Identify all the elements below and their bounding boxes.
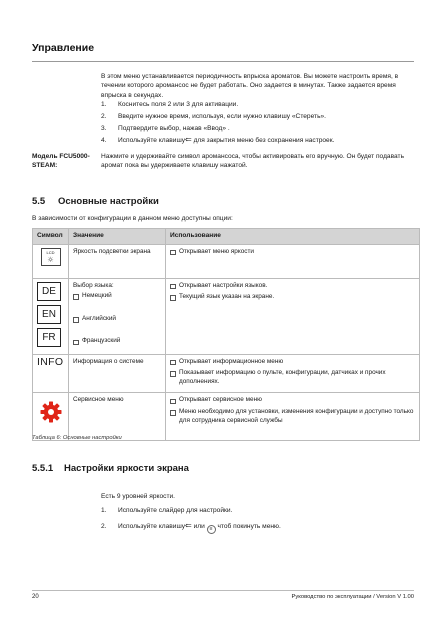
step-text: Подтвердите выбор, нажав «Ввод» .	[118, 124, 230, 132]
step-number: 2.	[101, 112, 107, 120]
intro-paragraph: В этом меню устанавливается периодичность впрыска ароматов. Вы можете настроить время, в течении которого аромансос не будет работать. Оно задается в минутах. Также задается время впрыска в секундах.	[101, 73, 399, 99]
usage-item: Открывает меню яркости	[170, 248, 415, 257]
model-label: Модель FCU5000-STEAM:	[32, 153, 90, 170]
step-number: 4.	[101, 136, 107, 144]
usage-cell	[166, 244, 420, 278]
page-header-title: Управление	[32, 42, 95, 54]
column-header: Использование	[166, 229, 420, 245]
section-heading	[32, 196, 159, 207]
list-item	[101, 522, 281, 534]
table-row	[33, 244, 420, 278]
steps-list	[101, 100, 416, 148]
value-title: Выбор языка:	[73, 281, 114, 289]
usage-item: Показывает информацию о пульте, конфигурации, датчиках и прочих дополнениях.	[170, 369, 415, 386]
step-text: Используйте слайдер для настройки.	[118, 507, 233, 514]
symbol-cell	[33, 393, 69, 441]
table-row	[33, 278, 420, 354]
language-item: Немецкий	[73, 292, 161, 301]
brightness-levels-text: Есть 9 уровней яркости.	[101, 493, 175, 500]
section-subtitle: В зависимости от конфигурации в данном меню доступны опции:	[32, 215, 233, 222]
value-cell	[69, 278, 166, 354]
table-row	[33, 354, 420, 393]
usage-item: Текущий язык указан на экране.	[170, 293, 415, 302]
language-item: Французский	[73, 337, 161, 346]
settings-table	[32, 228, 420, 441]
step-text-after: для закрытия меню без сохранения настроек.	[191, 136, 335, 144]
step-number: 2.	[101, 523, 107, 531]
table-row	[33, 393, 420, 441]
subsection-title: Настройки яркости экрана	[64, 463, 189, 474]
step-text: Введите нужное время, используя, если нужно клавишу «Стереть».	[118, 112, 327, 120]
page-number: 20	[32, 594, 39, 600]
section-title: Основные настройки	[58, 196, 159, 207]
list-item	[101, 136, 416, 145]
list-item	[101, 506, 281, 515]
lcd-label: LCD	[46, 249, 55, 255]
value-cell: Яркость подсветки экрана	[69, 244, 166, 278]
value-cell: Информация о системе	[69, 354, 166, 393]
symbol-cell	[33, 278, 69, 354]
usage-item: Открывает сервисное меню	[170, 396, 415, 405]
column-header: Значение	[69, 229, 166, 245]
footer-divider	[32, 590, 414, 591]
step-text-middle: или	[191, 523, 207, 531]
section-number: 5.5	[32, 196, 46, 207]
usage-cell	[166, 393, 420, 441]
table-caption: Таблица 6: Основные настройки	[32, 435, 122, 441]
info-button[interactable]: INFO	[37, 355, 64, 368]
step-number: 3.	[101, 124, 107, 132]
table-header-row	[33, 229, 420, 245]
step-text: Коснитесь поля 2 или 3 для активации.	[118, 101, 239, 108]
sun-icon: ☼	[47, 255, 54, 264]
usage-cell	[166, 354, 420, 393]
lcd-brightness-icon[interactable]	[41, 248, 61, 266]
menu-icon: ≡	[207, 525, 216, 534]
model-description: Нажмите и удерживайте символ аромансоса, чтобы активировать его вручную. Он будет подавать аромат пока вы удерживаете клавишу нажатой.	[101, 153, 405, 170]
subsection-number: 5.5.1	[32, 463, 54, 474]
language-fr-button[interactable]: FR	[37, 328, 61, 347]
list-item	[101, 112, 416, 121]
usage-item: Открывает настройки языков.	[170, 282, 415, 291]
step-number: 1.	[101, 101, 107, 108]
step-text: Используйте клавишу	[118, 523, 186, 531]
gear-icon[interactable]	[39, 400, 63, 424]
symbol-cell	[33, 244, 69, 278]
back-arrow-icon: ⇐	[185, 134, 192, 144]
usage-item: Меню необходимо для установки, изменения конфигурации и доступно только для сотрудника сервисной службы	[170, 408, 415, 425]
symbol-cell	[33, 354, 69, 393]
step-text: Используйте клавишу	[118, 136, 186, 144]
step-text-after: чтоб покинуть меню.	[215, 523, 281, 531]
language-en-button[interactable]: EN	[37, 305, 61, 324]
language-item: Английский	[73, 315, 161, 324]
value-cell: Сервисное меню	[69, 393, 166, 441]
step-number: 1.	[101, 507, 107, 514]
list-item	[101, 100, 416, 109]
language-de-button[interactable]: DE	[37, 282, 61, 301]
back-arrow-icon: ⇐	[185, 521, 192, 531]
usage-item: Открывает информационное меню	[170, 358, 415, 367]
footer-document-title: Руководство по эксплуатации / Version V 1.00	[291, 594, 414, 600]
brightness-steps-list	[101, 506, 281, 541]
usage-cell	[166, 278, 420, 354]
header-divider	[32, 61, 414, 62]
subsection-heading	[32, 463, 189, 474]
column-header: Символ	[33, 229, 69, 245]
list-item	[101, 124, 416, 133]
